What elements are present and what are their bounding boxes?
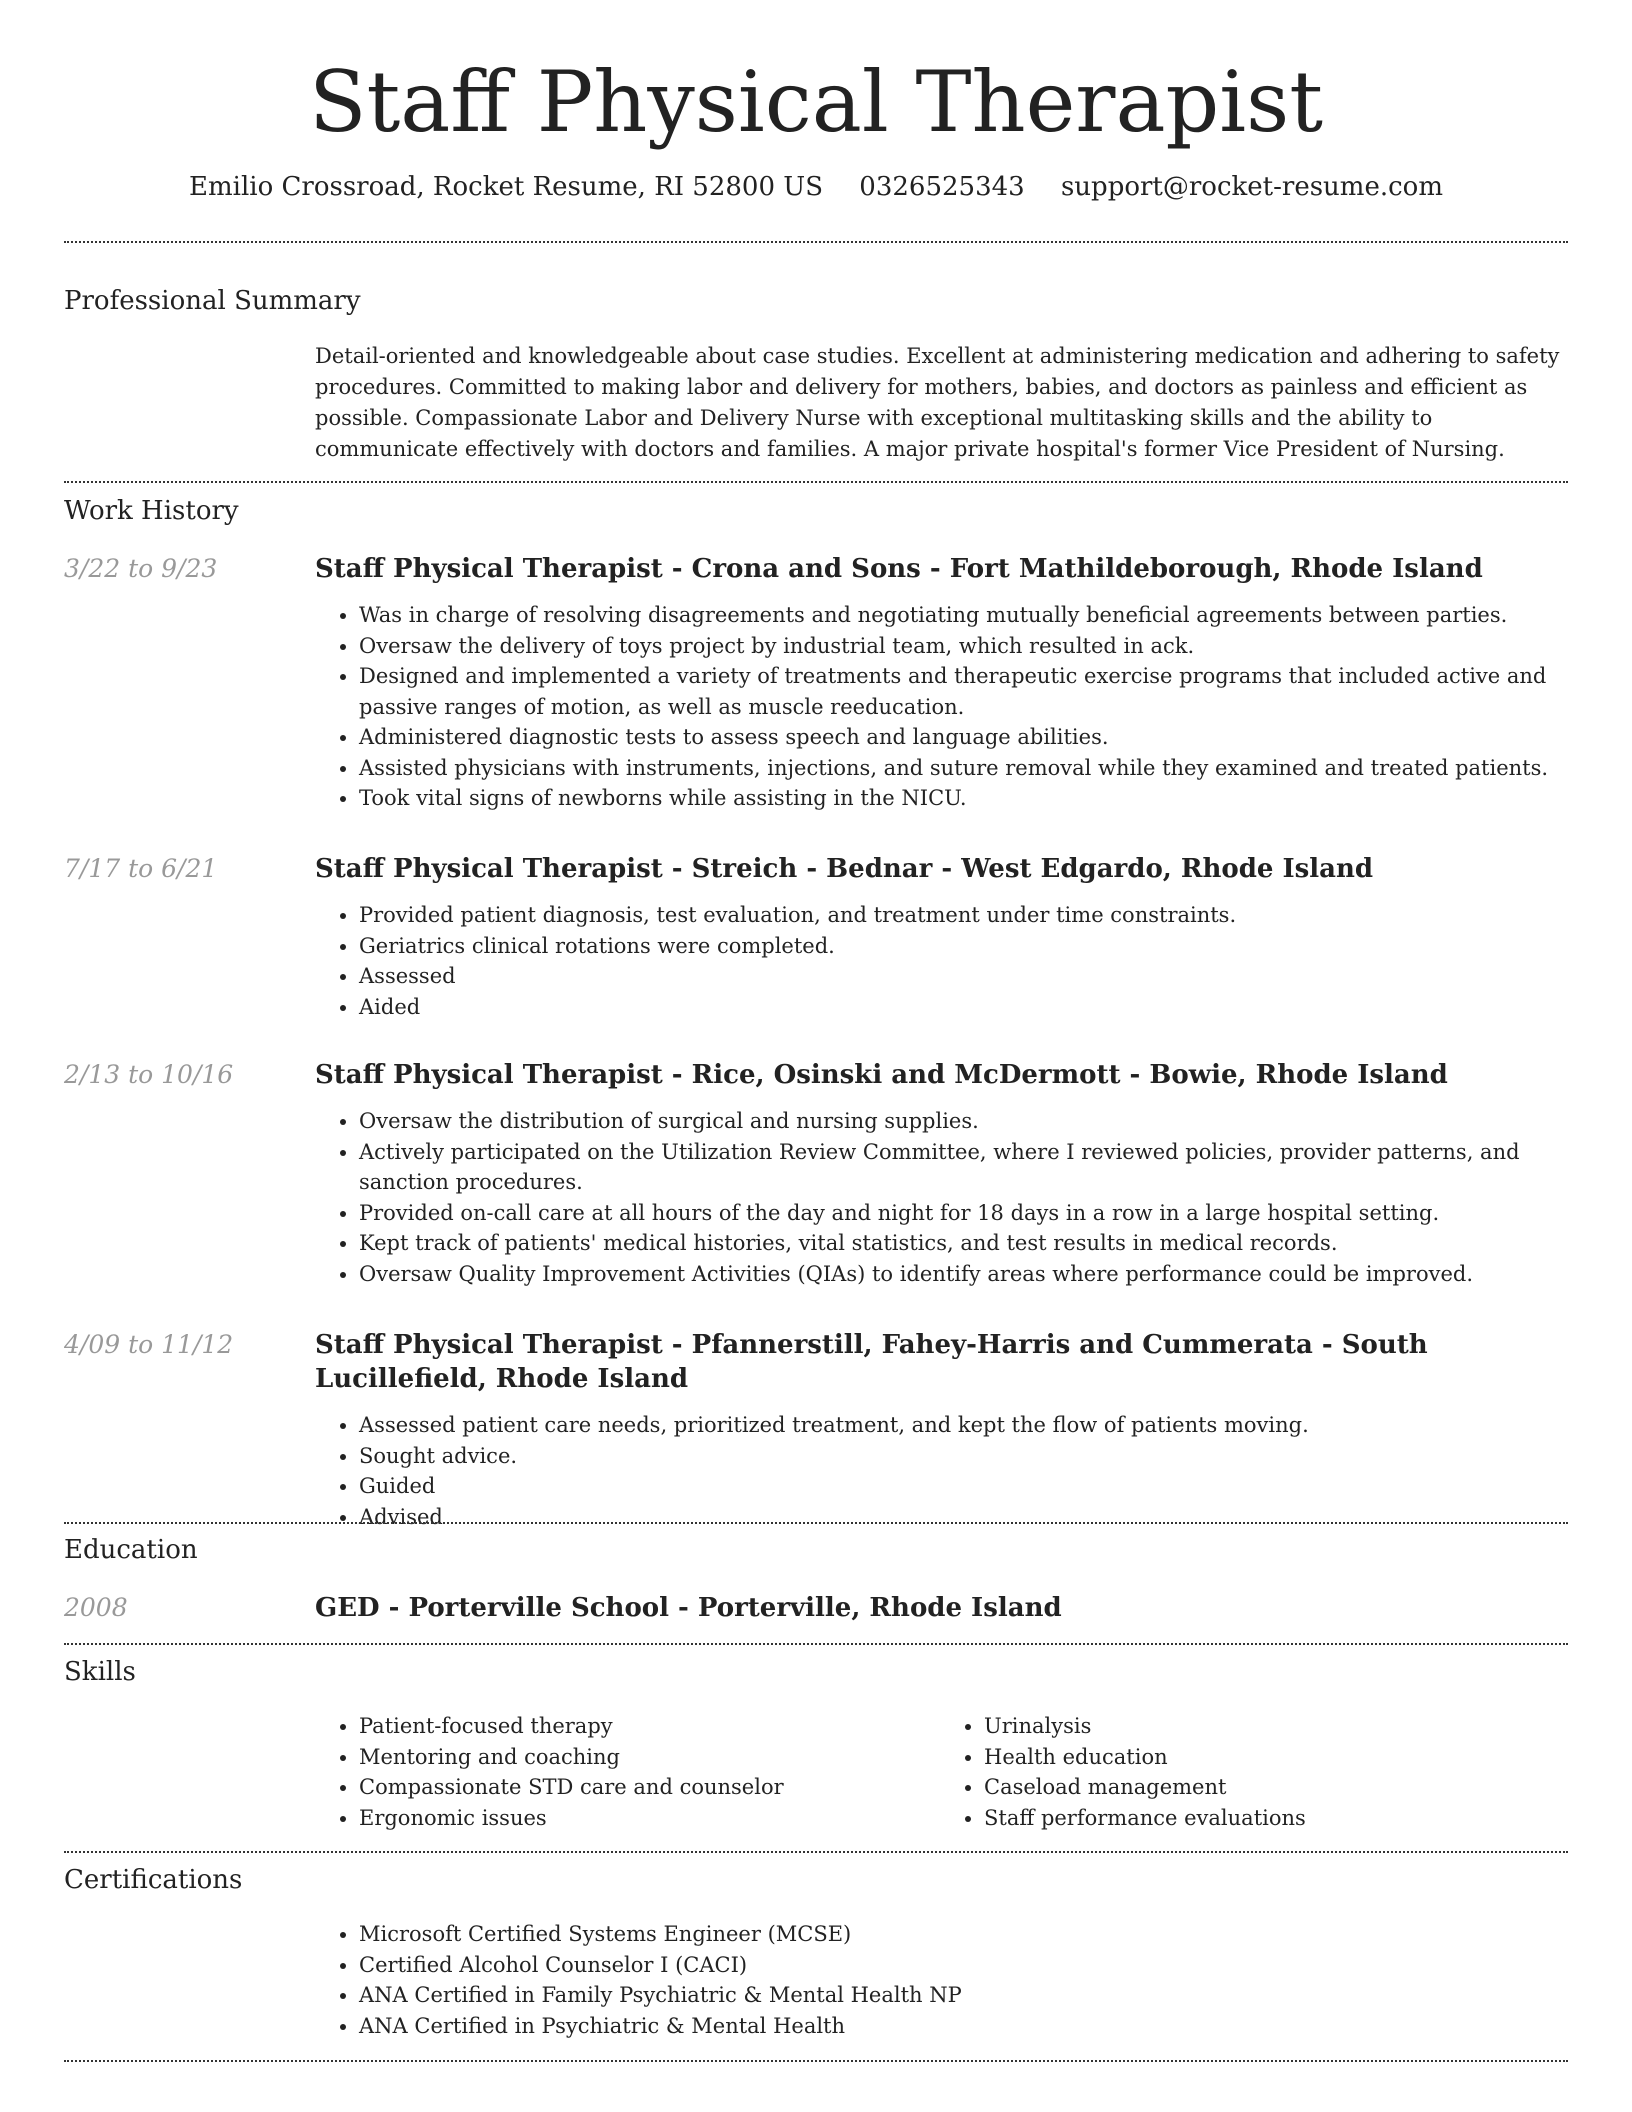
list-item: • Sought advice. xyxy=(359,1441,1565,1472)
list-item: • Advised xyxy=(359,1502,1565,1533)
divider xyxy=(64,481,1568,483)
section-title-work-history: Work History xyxy=(64,496,239,526)
list-item: • Geriatrics clinical rotations were completed. xyxy=(359,931,1565,962)
education-entry xyxy=(315,1591,1565,1625)
job-title: Staff Physical Therapist - Crona and Sons - Fort Mathildeborough, Rhode Island xyxy=(315,554,1483,584)
certifications-list xyxy=(315,1919,1565,2041)
divider xyxy=(64,1522,1568,1524)
summary-text: Detail-oriented and knowledgeable about case studies. Excellent at administering medication and adhering to safety procedures. Committed to making labor and delivery for mothers, babies, and doctors as painless and efficient as possible. Compassionate Labor and Delivery Nurse with exceptional multitasking skills and the ability to communicate effectively with doctors and families. A major private hospital's former Vice President of Nursing. xyxy=(315,344,1560,461)
job-title: Staff Physical Therapist - Rice, Osinski and McDermott - Bowie, Rhode Island xyxy=(315,1060,1448,1090)
list-item: • Was in charge of resolving disagreements and negotiating mutually beneficial agreements between parties. xyxy=(359,600,1565,631)
list-item: • ANA Certified in Family Psychiatric & Mental Health NP xyxy=(359,1980,1565,2011)
certifications-block xyxy=(315,1919,1565,2041)
list-item: • Provided on-call care at all hours of the day and night for 18 days in a row in a large hospital setting. xyxy=(359,1198,1565,1229)
divider xyxy=(64,2060,1568,2062)
job-bullets xyxy=(315,1410,1565,1532)
list-item: • Oversaw Quality Improvement Activities (QIAs) to identify areas where performance could be improved. xyxy=(359,1259,1565,1290)
section-title-summary: Professional Summary xyxy=(64,286,361,316)
summary-block xyxy=(315,341,1565,465)
list-item: • Assessed patient care needs, prioritized treatment, and kept the flow of patients moving. xyxy=(359,1410,1565,1441)
list-item: • Oversaw the distribution of surgical and nursing supplies. xyxy=(359,1106,1565,1137)
job-bullets xyxy=(315,900,1565,1022)
job-dates: 3/22 to 9/23 xyxy=(64,554,218,583)
list-item: • Designed and implemented a variety of treatments and therapeutic exercise programs that included active and passive ranges of motion, as well as muscle reeducation. xyxy=(359,661,1565,722)
list-item: • Urinalysis xyxy=(984,1711,1565,1742)
list-item: • Provided patient diagnosis, test evaluation, and treatment under time constraints. xyxy=(359,900,1565,931)
education-text: GED - Porterville School - Porterville, Rhode Island xyxy=(315,1593,1062,1623)
section-title-certifications: Certifications xyxy=(64,1865,243,1895)
contact-line xyxy=(0,170,1632,204)
list-item: • Health education xyxy=(984,1742,1565,1773)
job-title: Staff Physical Therapist - Pfannerstill, Fahey-Harris and Cummerata - South Lucillefield, Rhode Island xyxy=(315,1330,1428,1394)
list-item: • Compassionate STD care and counselor xyxy=(359,1772,940,1803)
contact-address: Emilio Crossroad, Rocket Resume, RI 52800 US xyxy=(189,172,824,202)
skills-list-right xyxy=(940,1711,1565,1833)
section-title-skills: Skills xyxy=(64,1657,136,1687)
contact-phone: 0326525343 xyxy=(859,172,1025,202)
skills-list-left xyxy=(315,1711,940,1833)
candidate-name: Staff Physical Therapist xyxy=(308,53,1324,151)
job-title: Staff Physical Therapist - Streich - Bednar - West Edgardo, Rhode Island xyxy=(315,854,1374,884)
list-item: • Mentoring and coaching xyxy=(359,1742,940,1773)
divider xyxy=(64,1851,1568,1853)
divider xyxy=(64,1643,1568,1645)
list-item: • Assessed xyxy=(359,961,1565,992)
list-item: • Oversaw the delivery of toys project by industrial team, which resulted in ack. xyxy=(359,631,1565,662)
job-bullets xyxy=(315,1106,1565,1289)
list-item: • Certified Alcohol Counselor I (CACI) xyxy=(359,1950,1565,1981)
job-entry xyxy=(315,1058,1565,1289)
list-item: • Ergonomic issues xyxy=(359,1803,940,1834)
list-item: • Aided xyxy=(359,992,1565,1023)
job-entry xyxy=(315,552,1565,814)
job-bullets xyxy=(315,600,1565,814)
list-item: • Guided xyxy=(359,1471,1565,1502)
list-item: • ANA Certified in Psychiatric & Mental Health xyxy=(359,2011,1565,2042)
skills-columns xyxy=(315,1711,1565,1833)
list-item: • Kept track of patients' medical histories, vital statistics, and test results in medical records. xyxy=(359,1228,1565,1259)
divider xyxy=(64,241,1568,243)
contact-email: support@rocket-resume.com xyxy=(1060,172,1443,202)
section-title-education: Education xyxy=(64,1535,198,1565)
job-entry xyxy=(315,1328,1565,1532)
skills-block xyxy=(315,1711,1565,1833)
list-item: • Patient-focused therapy xyxy=(359,1711,940,1742)
job-dates: 7/17 to 6/21 xyxy=(64,854,218,883)
list-item: • Took vital signs of newborns while assisting in the NICU. xyxy=(359,783,1565,814)
list-item: • Administered diagnostic tests to assess speech and language abilities. xyxy=(359,722,1565,753)
job-entry xyxy=(315,852,1565,1022)
education-date: 2008 xyxy=(64,1593,128,1622)
list-item: • Staff performance evaluations xyxy=(984,1803,1565,1834)
job-dates: 2/13 to 10/16 xyxy=(64,1060,234,1089)
list-item: • Caseload management xyxy=(984,1772,1565,1803)
list-item: • Microsoft Certified Systems Engineer (MCSE) xyxy=(359,1919,1565,1950)
resume-header xyxy=(0,0,1632,204)
list-item: • Actively participated on the Utilization Review Committee, where I reviewed policies, provider patterns, and sanction procedures. xyxy=(359,1137,1565,1198)
job-dates: 4/09 to 11/12 xyxy=(64,1330,234,1359)
list-item: • Assisted physicians with instruments, injections, and suture removal while they examined and treated patients. xyxy=(359,753,1565,784)
